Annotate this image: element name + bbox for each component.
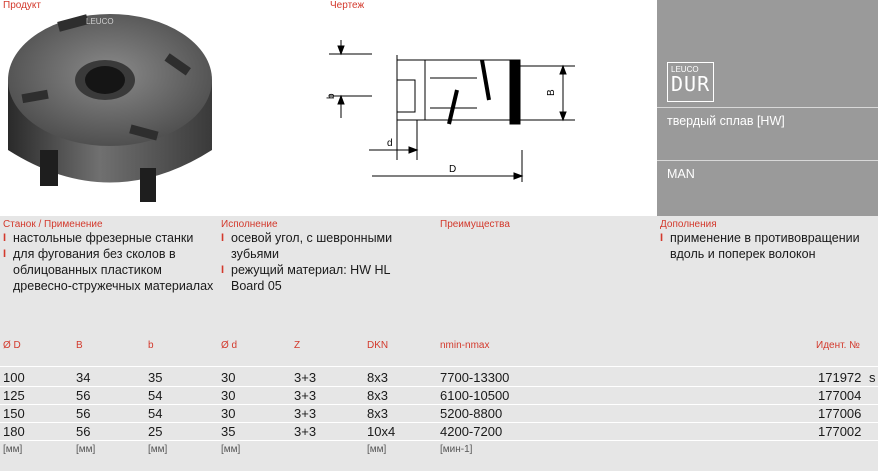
header-speed: nmin-nmax <box>440 340 490 351</box>
additions-item: I применение в противовращении вдоль и поперек волокон <box>660 230 860 262</box>
drawing-label: Чертеж <box>330 0 365 11</box>
dimension-drawing <box>217 0 657 216</box>
design-item: I режущий материал: HW HL Board 05 <box>221 262 426 294</box>
cutter-head-image <box>0 0 217 216</box>
dim-D-label: D <box>449 164 457 175</box>
header-ident: Идент. № <box>816 340 860 351</box>
brand-panel <box>657 0 878 216</box>
application-label: Станок / Применение <box>3 219 103 230</box>
header-DKN: DKN <box>367 340 389 351</box>
dim-b-label: b <box>326 93 337 99</box>
application-item: I настольные фрезерные станки <box>3 230 218 246</box>
advantages-label: Преимущества <box>440 219 510 230</box>
application-list <box>3 230 218 294</box>
application-item: I для фугования без сколов в облицованных пластиком древесно-стружечных материалах <box>3 246 218 294</box>
header-B: B <box>76 340 83 351</box>
logo-top-text: LEUCO <box>671 65 699 74</box>
unit-label: [мм] <box>221 444 241 455</box>
table-row: 100 34 35 30 3+3 8x3 7700-13300 171972 s <box>3 370 876 385</box>
header-diameter-d: Ø d <box>221 340 238 351</box>
unit-label: [мм] <box>367 444 387 455</box>
dim-B-label: B <box>546 89 557 96</box>
dim-d-label: d <box>387 138 393 149</box>
design-list <box>221 230 426 294</box>
header-diameter-D: Ø D <box>3 340 21 351</box>
leuco-dur-logo <box>667 62 714 102</box>
tool-engraving: LEUCO <box>86 17 114 26</box>
product-label: Продукт <box>3 0 41 11</box>
header-Z: Z <box>294 340 301 351</box>
logo-bottom-text: DUR <box>671 72 711 96</box>
design-item: I осевой угол, с шевронными зубьями <box>221 230 426 262</box>
unit-label: [мм] <box>3 444 23 455</box>
table-row: 150 56 54 30 3+3 8x3 5200-8800 177006 <box>3 406 862 421</box>
technical-drawing-panel <box>217 0 657 216</box>
table-row: 180 56 25 35 3+3 10x4 4200-7200 177002 <box>3 424 862 439</box>
design-label: Исполнение <box>221 219 278 230</box>
material-text: твердый сплав [HW] <box>657 107 878 128</box>
unit-label: [мин-1] <box>440 444 473 455</box>
unit-label: [мм] <box>76 444 96 455</box>
additions-list <box>660 230 860 262</box>
additions-label: Дополнения <box>660 219 717 230</box>
unit-label: [мм] <box>148 444 168 455</box>
product-photo-panel <box>0 0 217 216</box>
header-b: b <box>148 340 154 351</box>
table-row: 125 56 54 30 3+3 8x3 6100-10500 177004 <box>3 388 862 403</box>
machine-code-text: MAN <box>657 160 878 181</box>
